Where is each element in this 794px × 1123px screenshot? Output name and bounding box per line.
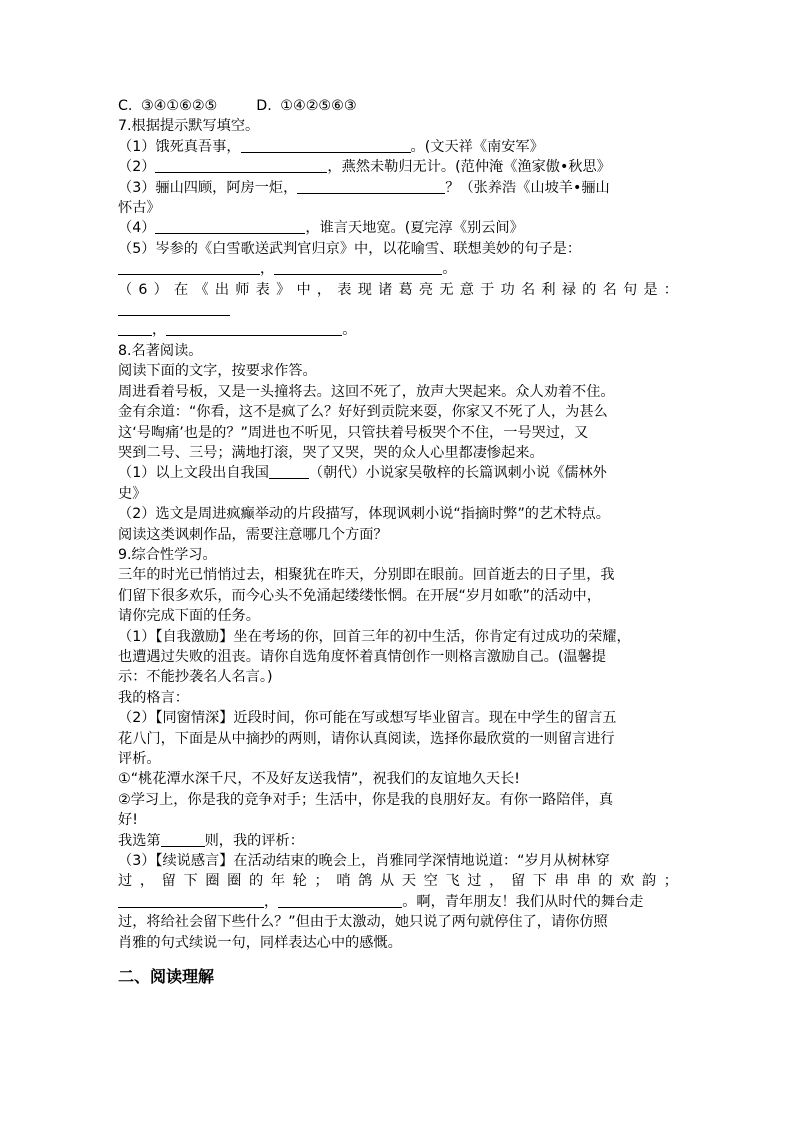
q9-intro-1: 三年的时光已悄悄过去，相聚犹在昨天，分别即在眼前。回首逝去的日子里，我 — [118, 567, 615, 584]
q9-select — [118, 831, 678, 851]
fill-blank[interactable] — [118, 320, 152, 336]
q7-l2-text: ，燕然未勒归无计。(范仲淹《渔家傲•秋思》 — [327, 159, 611, 176]
q7-line-2 — [118, 157, 678, 177]
q7-line-3 — [118, 178, 678, 198]
period: 。 — [442, 261, 457, 278]
q7-line-1 — [118, 137, 678, 157]
q7-title: 7.根据提示默写填空。 — [118, 118, 260, 135]
q9-message-2a: ②学习上，你是我的竞争对手；生活中，你是我的良朋好友。有你一路陪伴，真 — [118, 791, 614, 808]
q7-line-6-blank-a — [118, 300, 678, 320]
fill-blank[interactable] — [118, 259, 260, 275]
q9-intro-3: 请你完成下面的任务。 — [118, 608, 260, 625]
q7-l2-num: （2） — [118, 159, 156, 176]
fill-blank[interactable] — [161, 831, 205, 847]
q9-task-3b: 过，留下圈圈的年轮；哨鸽从天空飞过，留下串串的欢韵； — [118, 873, 678, 890]
option-c-value: ③④①⑥②⑤ — [140, 98, 218, 114]
q9-intro-2: 们留下很多欢乐，而今心头不免涌起缕缕怅惘。在开展“岁月如歌”的活动中， — [118, 587, 601, 604]
section-heading-reading: 二、阅读理解 — [118, 967, 215, 987]
q7-l3-text: （3）骊山四顾，阿房一炬， — [118, 179, 298, 196]
q9-task-2c: 评析。 — [118, 751, 161, 767]
q9-task-3c-text: 。啊，青年朋友！我们从时代的舞台走 — [402, 893, 644, 910]
q8-instruction: 阅读下面的文字，按要求作答。 — [118, 363, 317, 380]
q7-l1-text: （1）饿死真吾事， — [118, 138, 241, 155]
comma: ， — [264, 893, 279, 910]
q8-passage-4: 哭到二号、三号；满地打滚，哭了又哭，哭的众人心里都凄惨起来。 — [118, 444, 544, 461]
q7-l3-source: ？（张养浩《山坡羊•骊山 — [445, 179, 610, 196]
q9-task-1a: （1）【自我激励】坐在考场的你，回首三年的初中生活，你肯定有过成功的荣耀， — [118, 628, 631, 645]
q8-passage-2: 金有余道：“你看，这不是疯了么？好好到贡院来耍，你家又不死了人，为甚么 — [118, 404, 608, 421]
q8-passage-3: 这‘号啕痛’也是的？”周进也不听见，只管扶着号板哭个不住，一号哭过，又 — [118, 424, 589, 441]
q7-line-3-cont: 怀古》 — [118, 200, 161, 217]
q9-task-1b: 也遭遇过失败的沮丧。请你自选角度怀着真情创作一则格言激励自己。(温馨提 — [118, 648, 606, 665]
q8-s1-text-post: （朝代）小说家吴敬梓的长篇讽刺小说《儒林外 — [308, 465, 607, 482]
q7-line-6: （6）在《出师表》中，表现诸葛亮无意于功名利禄的名句是： — [118, 281, 678, 298]
q8-sub-1-cont: 史》 — [118, 485, 147, 502]
q7-line-5-blanks — [118, 259, 678, 279]
fill-blank[interactable] — [278, 892, 402, 908]
fill-blank[interactable] — [166, 320, 342, 336]
q8-passage-1: 周进看着号板，又是一头撞将去。这回不死了，放声大哭起来。众人劝着不住。 — [118, 383, 615, 400]
q7-line-5: （5）岑参的《白雪歌送武判官归京》中，以花喻雪、联想美妙的句子是： — [118, 240, 582, 257]
q7-line-4 — [118, 218, 678, 238]
q9-select-post: 则，我的评析： — [204, 832, 304, 849]
q9-message-2b: 好! — [118, 812, 138, 829]
q9-task-3e: 肖雅的句式续说一句，同样表达心中的感慨。 — [118, 934, 402, 951]
q7-l4-num: （4） — [118, 220, 156, 237]
option-d-value: ①④②⑤⑥③ — [280, 98, 357, 114]
q9-title: 9.综合性学习。 — [118, 546, 217, 563]
q9-task-3d: 过，将给社会留下些什么？”但由于太激动，她只说了两句就停住了，请你仿照 — [118, 914, 608, 931]
q8-sub-1 — [118, 463, 678, 483]
q9-select-pre: 我选第 — [118, 832, 161, 849]
q8-sub-2-cont: 阅读这类讽刺作品，需要注意哪几个方面？ — [118, 526, 388, 543]
q9-task-3c — [118, 892, 678, 912]
options-line — [118, 96, 678, 116]
q9-task-2a: （2）【同窗情深】近段时间，你可能在写或想写毕业留言。现在中学生的留言五 — [118, 710, 617, 727]
q9-task-2b: 花八门，下面是从中摘抄的两则，请你认真阅读，选择你最欣赏的一则留言进行 — [118, 730, 615, 747]
q7-l1-source: 。(文天祥《南安军》 — [410, 138, 544, 155]
q7-l4-text: ，谁言天地宽。(夏完淳《别云间》 — [305, 220, 524, 237]
q8-sub-2: （2）选文是周进疯癫举动的片段描写，体现讽刺小说“指摘时弊”的艺术特点。 — [118, 506, 610, 523]
option-c-label: C. — [118, 98, 133, 114]
q9-task-3a: （3）【续说感言】在活动结束的晚会上，肖雅同学深情地说道：“岁月从树林穿 — [118, 853, 610, 870]
fill-blank[interactable] — [269, 463, 309, 479]
period: 。 — [342, 322, 357, 339]
fill-blank[interactable] — [155, 218, 305, 234]
fill-blank[interactable] — [241, 137, 411, 153]
fill-blank[interactable] — [274, 259, 442, 275]
fill-blank[interactable] — [297, 178, 445, 194]
q8-title: 8.名著阅读。 — [118, 342, 203, 359]
fill-blank[interactable] — [118, 300, 230, 316]
comma: ， — [152, 322, 167, 339]
fill-blank[interactable] — [155, 157, 327, 173]
comma: ， — [260, 261, 275, 278]
q9-task-1c: 示：不能抄袭名人名言。) — [118, 669, 273, 686]
exam-content — [118, 96, 678, 987]
q9-task-1d: 我的格言： — [118, 689, 189, 706]
option-d-label: D. — [256, 98, 272, 114]
q8-s1-text: （1）以上文段出自我国 — [118, 465, 269, 482]
q9-message-1: ①“桃花潭水深千尺，不及好友送我情”，祝我们的友谊地久天长! — [118, 771, 520, 788]
fill-blank[interactable] — [118, 892, 264, 908]
q7-line-6-blank-b — [118, 320, 678, 340]
